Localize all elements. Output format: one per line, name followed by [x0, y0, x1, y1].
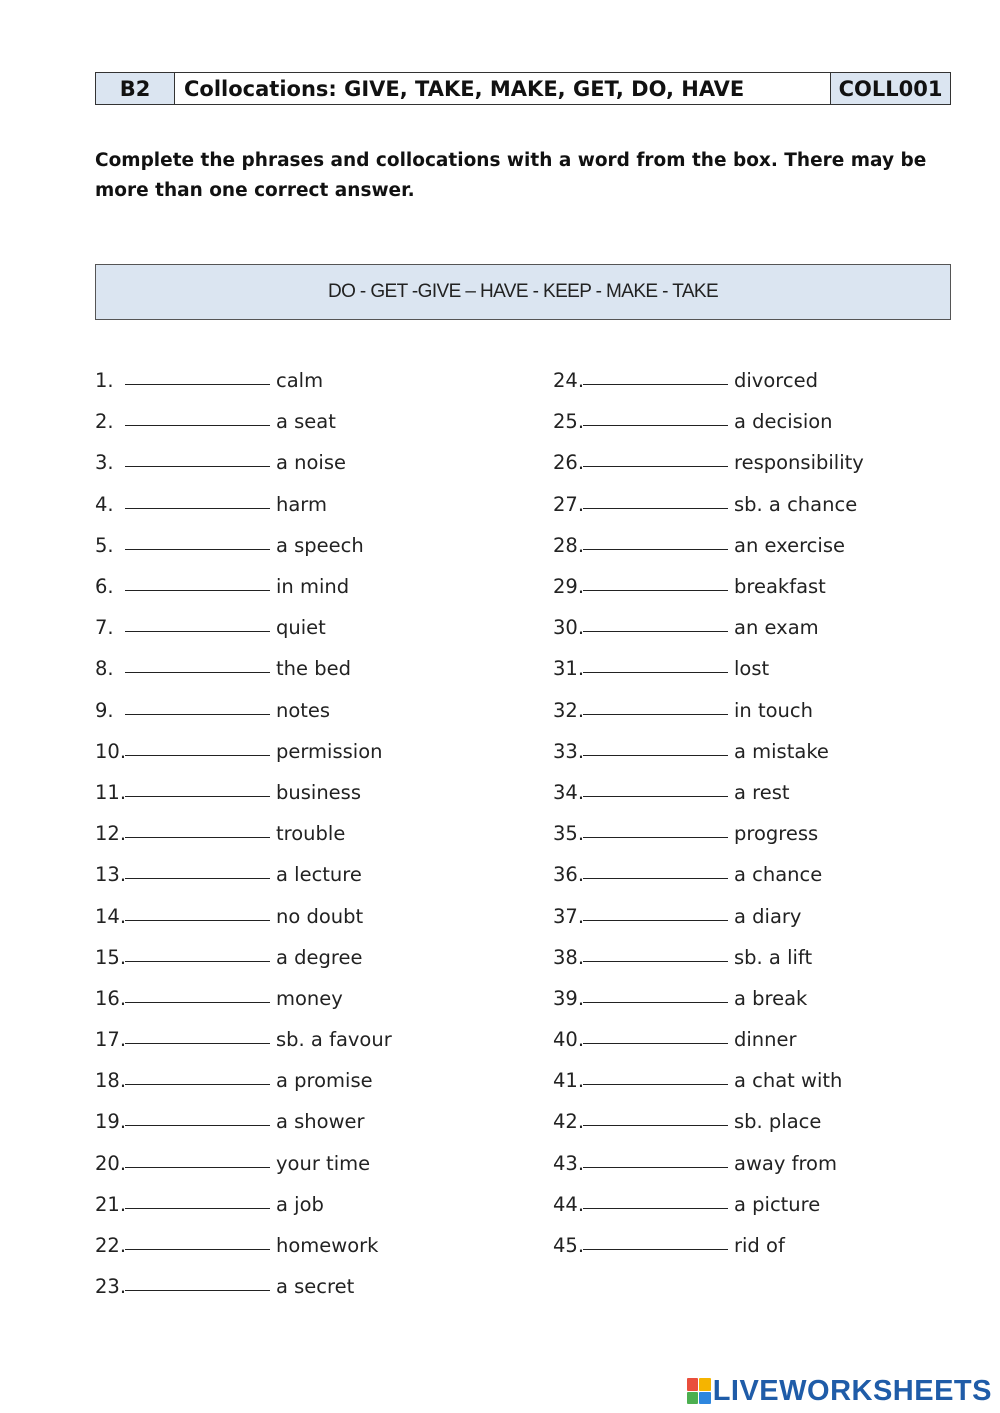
item-phrase: a seat: [276, 410, 336, 434]
exercise-item: [553, 648, 864, 689]
item-number: 9.: [95, 698, 114, 722]
answer-blank[interactable]: [583, 1064, 728, 1085]
exercise-item: [553, 525, 864, 566]
item-phrase: your time: [276, 1151, 371, 1175]
answer-blank[interactable]: [583, 1023, 728, 1044]
item-phrase: a chance: [734, 863, 823, 887]
exercise-item: [95, 1225, 392, 1266]
item-number: 14.: [95, 904, 127, 928]
item-number: 23.: [95, 1275, 127, 1299]
item-number: 34.: [553, 780, 585, 804]
exercise-item: [553, 731, 864, 772]
liveworksheets-logo: [687, 1373, 992, 1409]
item-phrase: the bed: [276, 657, 351, 681]
item-number: 39.: [553, 986, 585, 1010]
exercise-item: [95, 648, 392, 689]
logo-square: [699, 1392, 711, 1405]
word-box: DO - GET -GIVE – HAVE - KEEP - MAKE - TAKE: [95, 264, 951, 320]
answer-blank[interactable]: [125, 652, 270, 673]
item-phrase: sb. a chance: [734, 492, 858, 516]
answer-blank[interactable]: [583, 1188, 728, 1209]
item-phrase: lost: [734, 657, 770, 681]
level-cell: B2: [96, 73, 175, 104]
exercise-item: [95, 1184, 392, 1225]
answer-blank[interactable]: [125, 941, 270, 962]
item-number: 38.: [553, 945, 585, 969]
exercise-item: [95, 525, 392, 566]
item-number: 8.: [95, 657, 114, 681]
exercise-item: [553, 1101, 864, 1142]
item-number: 21.: [95, 1192, 127, 1216]
item-phrase: a shower: [276, 1110, 365, 1134]
exercise-item: [95, 731, 392, 772]
title-cell: Collocations: GIVE, TAKE, MAKE, GET, DO, HAVE: [175, 73, 831, 104]
exercise-item: [553, 401, 864, 442]
exercise-item: [95, 895, 392, 936]
item-number: 29.: [553, 575, 585, 599]
logo-mark-icon: [687, 1378, 711, 1404]
exercise-item: [553, 1225, 864, 1266]
logo-square: [699, 1378, 711, 1391]
answer-blank[interactable]: [583, 1229, 728, 1250]
exercise-item: [553, 690, 864, 731]
answer-blank[interactable]: [125, 1188, 270, 1209]
exercise-item: [95, 1143, 392, 1184]
exercise-column-right: [553, 360, 864, 1266]
item-number: 4.: [95, 492, 114, 516]
item-phrase: a diary: [734, 904, 802, 928]
exercise-item: [553, 772, 864, 813]
item-number: 24.: [553, 369, 585, 393]
exercise-item: [553, 1184, 864, 1225]
exercise-item: [553, 937, 864, 978]
exercise-item: [553, 1019, 864, 1060]
exercise-item: [95, 607, 392, 648]
item-phrase: responsibility: [734, 451, 864, 475]
item-phrase: a job: [276, 1192, 324, 1216]
exercise-item: [95, 937, 392, 978]
item-phrase: a speech: [276, 533, 364, 557]
exercise-item: [553, 566, 864, 607]
answer-blank[interactable]: [125, 1105, 270, 1126]
item-phrase: progress: [734, 822, 819, 846]
answer-blank[interactable]: [583, 858, 728, 879]
answer-blank[interactable]: [125, 570, 270, 591]
exercise-item: [95, 1101, 392, 1142]
answer-blank[interactable]: [583, 735, 728, 756]
exercise-column-left: [95, 360, 392, 1307]
answer-blank[interactable]: [125, 364, 270, 385]
answer-blank[interactable]: [583, 652, 728, 673]
item-phrase: homework: [276, 1234, 379, 1258]
exercise-item: [95, 1019, 392, 1060]
exercise-item: [553, 1060, 864, 1101]
item-number: 43.: [553, 1151, 585, 1175]
item-number: 31.: [553, 657, 585, 681]
item-number: 41.: [553, 1069, 585, 1093]
item-number: 27.: [553, 492, 585, 516]
exercise-item: [95, 360, 392, 401]
exercise-item: [95, 978, 392, 1019]
item-number: 13.: [95, 863, 127, 887]
item-phrase: quiet: [276, 616, 326, 640]
item-number: 7.: [95, 616, 114, 640]
item-number: 45.: [553, 1234, 585, 1258]
item-phrase: no doubt: [276, 904, 364, 928]
exercise-item: [95, 566, 392, 607]
header-table: [95, 72, 951, 105]
item-phrase: a picture: [734, 1192, 821, 1216]
item-phrase: sb. place: [734, 1110, 822, 1134]
item-number: 5.: [95, 533, 114, 557]
item-phrase: trouble: [276, 822, 346, 846]
answer-blank[interactable]: [583, 982, 728, 1003]
answer-blank[interactable]: [583, 941, 728, 962]
item-phrase: rid of: [734, 1234, 785, 1258]
item-phrase: permission: [276, 739, 383, 763]
answer-blank[interactable]: [583, 1147, 728, 1168]
item-phrase: a secret: [276, 1275, 355, 1299]
answer-blank[interactable]: [125, 735, 270, 756]
answer-blank[interactable]: [125, 529, 270, 550]
item-number: 35.: [553, 822, 585, 846]
answer-blank[interactable]: [583, 405, 728, 426]
item-phrase: a promise: [276, 1069, 373, 1093]
exercise-item: [553, 484, 864, 525]
item-number: 33.: [553, 739, 585, 763]
exercise-item: [95, 401, 392, 442]
answer-blank[interactable]: [583, 776, 728, 797]
item-number: 3.: [95, 451, 114, 475]
answer-blank[interactable]: [125, 900, 270, 921]
exercise-item: [95, 690, 392, 731]
item-phrase: notes: [276, 698, 331, 722]
item-phrase: an exercise: [734, 533, 845, 557]
item-phrase: a degree: [276, 945, 363, 969]
exercise-item: [553, 360, 864, 401]
answer-blank[interactable]: [125, 611, 270, 632]
item-phrase: away from: [734, 1151, 837, 1175]
item-phrase: a break: [734, 986, 808, 1010]
item-number: 22.: [95, 1234, 127, 1258]
item-phrase: a lecture: [276, 863, 362, 887]
answer-blank[interactable]: [125, 1229, 270, 1250]
item-number: 17.: [95, 1028, 127, 1052]
answer-blank[interactable]: [125, 982, 270, 1003]
answer-blank[interactable]: [125, 694, 270, 715]
answer-blank[interactable]: [125, 488, 270, 509]
item-phrase: divorced: [734, 369, 818, 393]
answer-blank[interactable]: [125, 1270, 270, 1291]
logo-square: [687, 1392, 699, 1405]
item-phrase: a noise: [276, 451, 347, 475]
answer-blank[interactable]: [583, 364, 728, 385]
item-number: 19.: [95, 1110, 127, 1134]
exercise-item: [95, 1266, 392, 1307]
item-number: 37.: [553, 904, 585, 928]
answer-blank[interactable]: [125, 817, 270, 838]
answer-blank[interactable]: [125, 1023, 270, 1044]
answer-blank[interactable]: [583, 488, 728, 509]
item-phrase: an exam: [734, 616, 819, 640]
exercise-item: [95, 813, 392, 854]
answer-blank[interactable]: [125, 1147, 270, 1168]
item-number: 28.: [553, 533, 585, 557]
answer-blank[interactable]: [583, 694, 728, 715]
answer-blank[interactable]: [583, 900, 728, 921]
exercise-item: [95, 854, 392, 895]
item-number: 25.: [553, 410, 585, 434]
answer-blank[interactable]: [583, 611, 728, 632]
item-number: 32.: [553, 698, 585, 722]
item-number: 6.: [95, 575, 114, 599]
item-phrase: calm: [276, 369, 324, 393]
item-phrase: harm: [276, 492, 327, 516]
exercise-item: [553, 1143, 864, 1184]
item-phrase: dinner: [734, 1028, 797, 1052]
item-number: 12.: [95, 822, 127, 846]
item-number: 15.: [95, 945, 127, 969]
answer-blank[interactable]: [583, 817, 728, 838]
item-phrase: a chat with: [734, 1069, 843, 1093]
answer-blank[interactable]: [583, 1105, 728, 1126]
item-number: 11.: [95, 780, 127, 804]
item-phrase: money: [276, 986, 343, 1010]
answer-blank[interactable]: [125, 776, 270, 797]
item-number: 40.: [553, 1028, 585, 1052]
answer-blank[interactable]: [125, 446, 270, 467]
item-phrase: a mistake: [734, 739, 829, 763]
exercise-item: [553, 895, 864, 936]
item-phrase: sb. a favour: [276, 1028, 392, 1052]
exercise-item: [553, 607, 864, 648]
item-number: 42.: [553, 1110, 585, 1134]
item-number: 18.: [95, 1069, 127, 1093]
item-number: 30.: [553, 616, 585, 640]
item-phrase: business: [276, 780, 361, 804]
instructions: Complete the phrases and collocations with a word from the box. There may be more than one correct answer.: [95, 150, 927, 201]
item-number: 36.: [553, 863, 585, 887]
logo-square: [687, 1378, 699, 1391]
answer-blank[interactable]: [125, 405, 270, 426]
answer-blank[interactable]: [583, 446, 728, 467]
item-number: 20.: [95, 1151, 127, 1175]
item-number: 26.: [553, 451, 585, 475]
answer-blank[interactable]: [583, 529, 728, 550]
exercise-item: [553, 813, 864, 854]
item-number: 16.: [95, 986, 127, 1010]
answer-blank[interactable]: [125, 858, 270, 879]
item-phrase: a rest: [734, 780, 790, 804]
exercise-item: [95, 442, 392, 483]
exercise-item: [95, 772, 392, 813]
item-phrase: sb. a lift: [734, 945, 813, 969]
exercise-item: [553, 978, 864, 1019]
exercise-item: [95, 484, 392, 525]
logo-text: LIVEWORKSHEETS: [712, 1374, 992, 1407]
code-cell: COLL001: [838, 76, 943, 101]
exercise-item: [95, 1060, 392, 1101]
item-phrase: in touch: [734, 698, 813, 722]
item-phrase: a decision: [734, 410, 833, 434]
exercise-item: [553, 442, 864, 483]
item-number: 2.: [95, 410, 114, 434]
item-phrase: breakfast: [734, 575, 826, 599]
item-phrase: in mind: [276, 575, 350, 599]
answer-blank[interactable]: [125, 1064, 270, 1085]
item-number: 10.: [95, 739, 127, 763]
exercise-item: [553, 854, 864, 895]
answer-blank[interactable]: [583, 570, 728, 591]
item-number: 1.: [95, 369, 114, 393]
item-number: 44.: [553, 1192, 585, 1216]
